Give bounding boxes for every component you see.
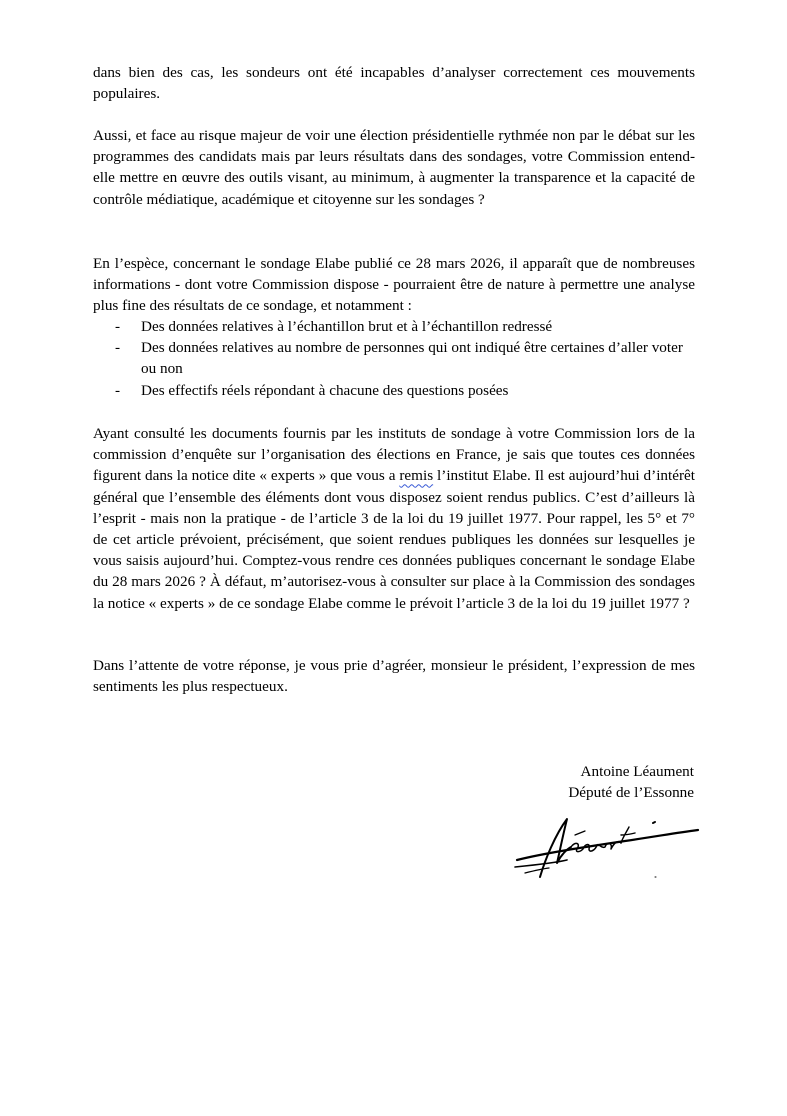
paragraph-closing: Dans l’attente de votre réponse, je vous prie d’agréer, monsieur le président, l’expression de mes sentiments les plus respectueux. [93, 657, 695, 696]
list-marker: - [115, 339, 121, 357]
list-item-text: Des données relatives au nombre de personnes qui ont indiqué être certaines d’aller voter ou non [141, 339, 683, 378]
list-item-text: Des données relatives à l’échantillon brut et à l’échantillon redressé [141, 318, 553, 335]
list-marker: - [115, 381, 121, 399]
requested-data-list [93, 316, 695, 401]
spellcheck-flagged-word: remis [399, 467, 434, 485]
signatory-name: Antoine Léaument [580, 763, 694, 780]
paragraph-transparency-question: Aussi, et face au risque majeur de voir une élection présidentielle rythmée non par le débat sur les programmes des candidats mais par leurs résultats dans des sondages, votre Commission entend-elle mettre en œuvre des outils visant, au minimum, à augmenter la transparence et la capacité de contrôle médiatique, académique et citoyenne sur les sondages ? [93, 127, 695, 208]
list-item [93, 316, 695, 337]
paragraph-expert-notice [93, 423, 695, 614]
list-item [93, 380, 695, 401]
list-item [93, 337, 695, 379]
handwritten-signature-icon [505, 805, 715, 890]
paragraph-polling-analysis: dans bien des cas, les sondeurs ont été incapables d’analyser correctement ces mouvements populaires. [93, 64, 695, 103]
list-marker: - [115, 318, 121, 335]
paragraph-expert-notice-part-2: l’institut Elabe. Il est aujourd’hui d’intérêt général que l’ensemble des éléments dont vous disposez soient rendus publics. C’est d’ailleurs là l’esprit - mais non la pratique - de l’article 3 de la loi du 19 juillet 1977. Pour rappel, les 5° et 7° de cet article prévoient, précisément, que soient rendues publiques les données sur lesquelles je vous saisis aujourd’hui. Comptez-vous rendre ces données publiques concernant le sondage Elabe du 28 mars 2026 ? À défaut, m’autorisez-vous à consulter sur place à la Commission des sondages la notice « experts » de ce sondage Elabe comme le prévoit l’article 3 de la loi du 19 juillet 1977 ? [93, 467, 695, 612]
signatory-title: Député de l’Essonne [568, 784, 694, 801]
list-item-text: Des effectifs réels répondant à chacune des questions posées [141, 381, 509, 399]
paragraph-expert-notice-part-1: Ayant consulté les documents fournis par les instituts de sondage à votre Commission lors de la commission d’enquête sur l’organisation des élections en France, je sais que toutes ces données figurent dans la notice dite « experts » que vous a [93, 425, 695, 485]
paragraph-elabe-poll: En l’espèce, concernant le sondage Elabe publié ce 28 mars 2026, il apparaît que de nombreuses informations - dont votre Commission dispose - pourraient être de nature à permettre une analyse plus fine des résultats de ce sondage, et notamment : [93, 255, 695, 315]
